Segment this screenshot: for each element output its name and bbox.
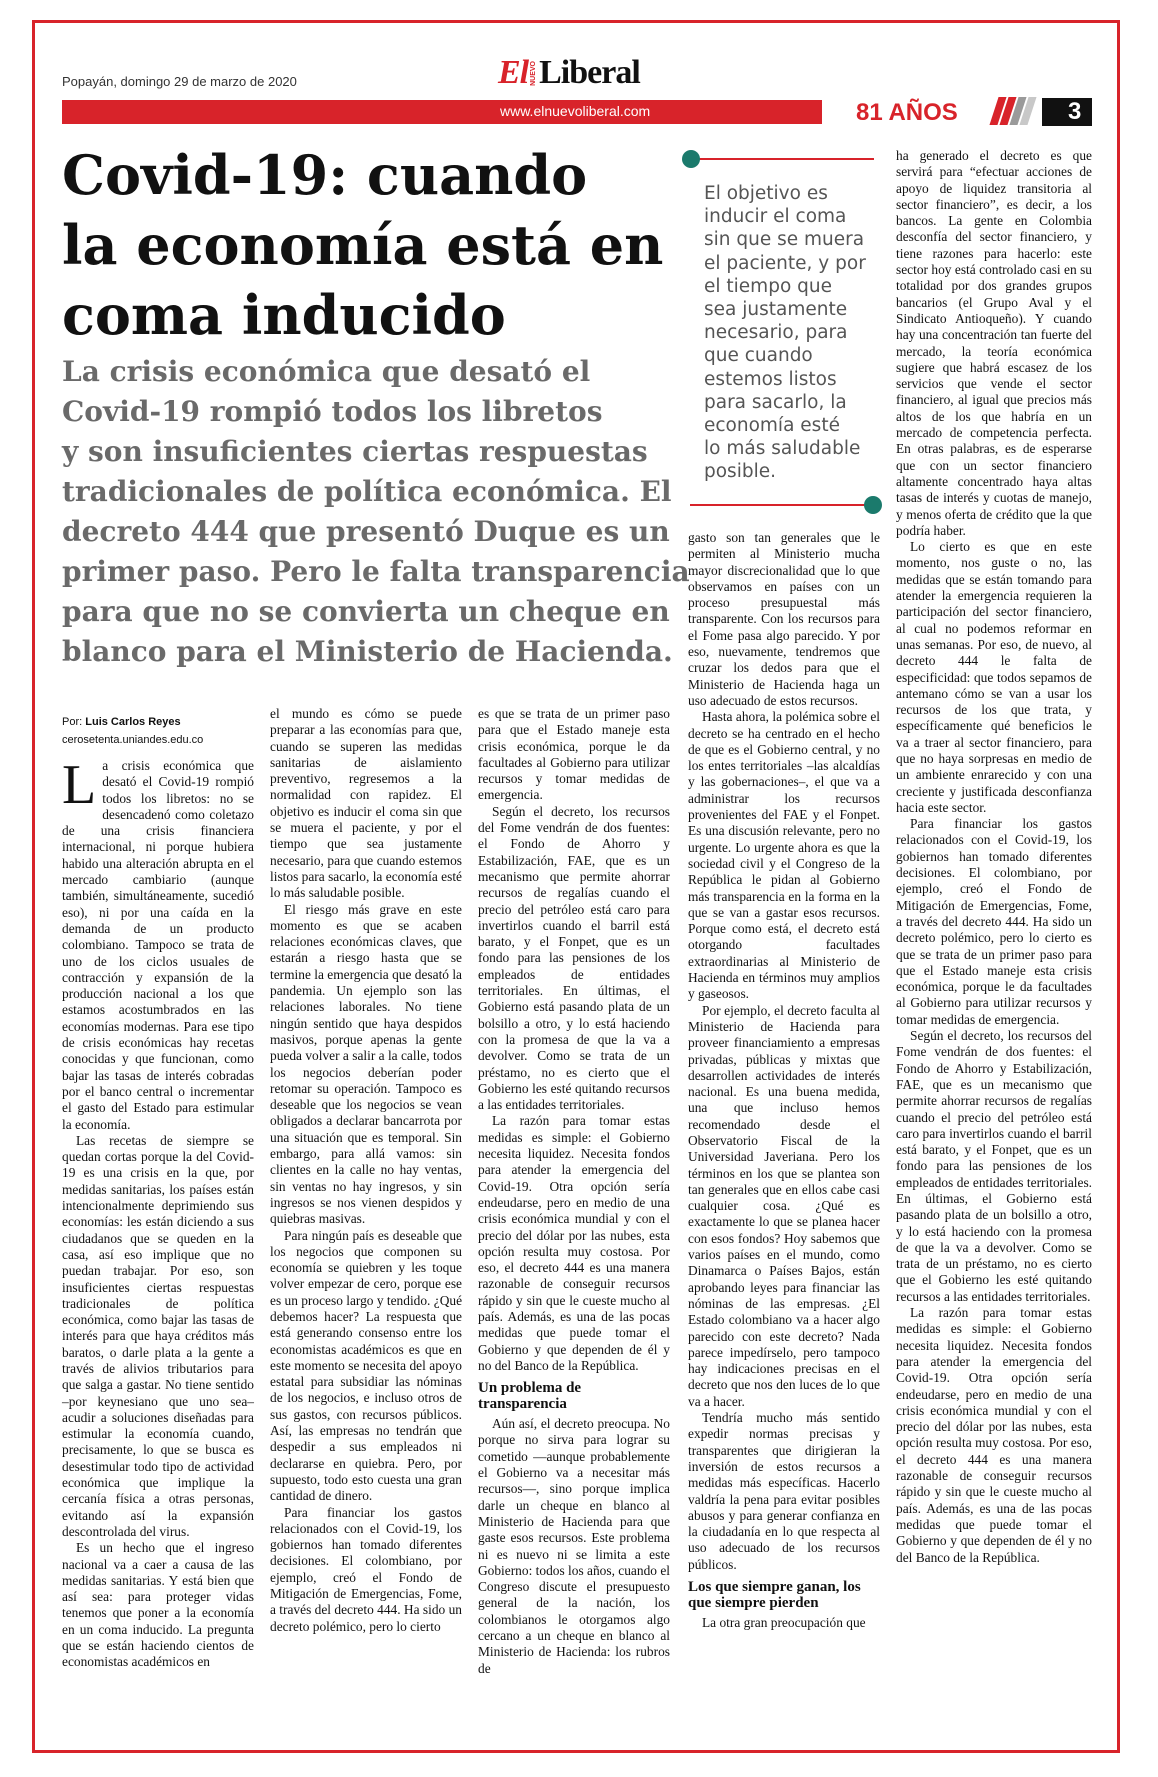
paragraph: Lo cierto es que en este momento, nos guste o no, las medidas que se están tomando para atender la emergencia requieren la participación del sector financiero, al cual no podemos reformar en unas semanas. Por eso, de nuevo, al decreto 444 le falta de especificidad: que todos sepamos de antemano cómo se van a usar los recursos de los que trata, y específicamente qué beneficios le va a traer al sector financiero, para que no haya sorpresas en medio de un ambiente enrarecido y con una creciente y justificada desconfianza hacia este sector. [896, 539, 1092, 815]
paragraph: Por ejemplo, el decreto faculta al Ministerio de Hacienda para proveer financiamiento a empresas privadas, públicas y mixtas que desarrollen actividades de interés nacional. Es una buena medida, una que incluso hemos recomendado desde el Observatorio Fiscal de la Universidad Javeriana. Pero los términos en los que se plantea son tan generales que en ellos cabe casi cualquier cosa. ¿Qué es exactamente lo que se planea hacer con esos fondos? Hoy sabemos que varios países en el mundo, como Dinamarca o Países Bajos, están aprobando leyes para financiar las nóminas de las empresas. ¿El Estado colombiano va a hacer algo parecido con este decreto? Nada parece impedírselo, pero tampoco hay indicaciones precisas en el decreto que nos den luces de lo que va a hacer. [688, 1002, 880, 1409]
paragraph-text: a crisis económica que desató el Covid-19 rompió todos los libretos: no se desencadenó como coletazo de una crisis financiera internacional, ni porque hubiera habido una alteración abrupta en el mercado cambiario (aunque también, simultáneamente, sucedió eso), ni por una caída en la demanda de un producto colombiano. Tampoco se trata de uno de los ciclos usuales de contracción y expansión de la producción nacional a los que estamos acostumbrados en las economías modernas. Para ese tipo de crisis económicas hay recetas conocidas y que funcionan, como bajar las tasas de interés cobradas por el banco central o incrementar el gasto del Estado para estimular la economía. [62, 758, 254, 1132]
logo-nuevo: NUEVO [530, 61, 538, 86]
pullquote-line: posible. [704, 461, 776, 483]
edition-date: Popayán, domingo 29 de marzo de 2020 [62, 74, 297, 89]
pullquote-line: necesario, para [704, 322, 848, 344]
logo-el: El [498, 54, 529, 91]
subhead-line: y son insuficientes ciertas respuestas [62, 435, 648, 468]
pullquote-text [704, 182, 884, 484]
paragraph: Para ningún país es deseable que los negocios que componen su economía se quiebren y les toque volver empezar de cero, porque ese es un proceso largo y tendido. ¿Qué debemos hacer? La respuesta que está generando consenso entre los economistas académicos es que en este momento se necesita del apoyo estatal para subsidiar las nóminas de los negocios, e incluso otros de sus gastos, con recursos públicos. Así, las empresas no tendrán que despedir a sus empleados ni declararse en quiebra. Pero, por supuesto, todo esto cuesta una gran cantidad de dinero. [270, 1227, 463, 1504]
website-url: www.elnuevoliberal.com [500, 103, 651, 119]
logo-liberal: Liberal [539, 54, 640, 91]
subhead-line: Covid-19 rompió todos los libretos [62, 395, 603, 428]
paragraph: Según el decreto, los recursos del Fome vendrán de dos fuentes: el Fondo de Ahorro y Estabilización, FAE, que es un mecanismo que permite ahorrar recursos de regalías cuando el precio del petróleo está caro para invertirlos cuando el barril está barato, y el Fonpet, que es un fondo para las pensiones de los empleados de entidades territoriales. En últimas, el Gobierno está pasando plata de un bolsillo a otro, y lo está haciendo con la promesa de que la va a devolver. Como se trata de un préstamo, no es cierto que el Gobierno les esté quitando recursos a las entidades territoriales. [478, 803, 670, 1113]
pullquote-line: para sacarlo, la [704, 391, 847, 413]
paragraph: La otra gran preocupación que [702, 1615, 866, 1630]
pullquote-bottom-dot [864, 496, 882, 514]
pullquote-bottom-rule [690, 504, 874, 506]
pullquote-line: sea justamente [704, 299, 848, 321]
pullquote-line: que cuando [704, 345, 813, 367]
paragraph: es que se trata de un primer paso para que el Estado maneje esta crisis económica, porque le da facultades al Gobierno para utilizar recursos y tomar medidas de emergencia. [478, 706, 670, 803]
pullquote-top-rule [690, 158, 874, 160]
page-number: 3 [1068, 98, 1082, 125]
pullquote-line: estemos listos [704, 368, 837, 390]
byline-prefix: Por: [62, 716, 83, 728]
paragraph: gasto son tan generales que le permiten al Ministerio mucha mayor discrecionalidad que lo que observamos en países con un proceso presupuestal más transparente. Con los recursos para el Fome pasa algo parecido. Y por eso, nuevamente, tendremos que cruzar los dedos para que el Ministerio de Hacienda haga un uso adecuado de estos recursos. [688, 530, 880, 708]
article-subhead [62, 352, 702, 672]
paragraph: Aún así, el decreto preocupa. No porque no sirva para lograr su cometido —aunque probablemente el Gobierno va a necesitar más recursos—, sino porque implica darle un cheque en blanco al Ministerio de Hacienda para que gaste esos recursos. Este problema ni es nuevo ni se limita a este Gobierno: todos los años, cuando el Congreso discute el presupuesto general de la nación, los colombianos le otorgamos algo cercano a un cheque en blanco al Ministerio de Hacienda: los rubros de [478, 1416, 670, 1676]
headline-line: Covid-19: cuando [62, 143, 588, 207]
author-name: Luis Carlos Reyes [85, 716, 181, 728]
paragraph: Para financiar los gastos relacionados con el Covid-19, los gobiernos han tomado diferentes decisiones. El colombiano, por ejemplo, creó el Fondo de Mitigación de Emergencias, Fome, a través del decreto 444. Ha sido un decreto polémico, pero lo cierto [270, 1504, 462, 1634]
headline-line: la economía está en [62, 213, 664, 277]
paragraph: Las recetas de siempre se quedan cortas porque la del Covid-19 es una crisis en la que, por medidas sanitarias, los países están intencionalmente deprimiendo sus economías: les están diciendo a sus ciudadanos que se queden en la casa, así eso implique que no puedan trabajar. Por eso, son insuficientes ciertas respuestas tradicionales de política económica, como bajar las tasas de interés para que haya créditos más baratos, o darle plata a la gente a través de alivios tributarios para que salga a gastar. No tiene sentido –por keynesiano que uno sea– acudir a soluciones diseñadas para estimular la economía cuando, precisamente, lo que se busca es desestimular todo tipo de actividad económica que implique la cercanía física a otras personas, evitando así la expansión descontrolada del virus. [62, 1132, 254, 1539]
paragraph: La razón para tomar estas medidas es simple: el Gobierno necesita liquidez. Necesita fondos para atender la emergencia del Covid-19. Otra opción sería endeudarse, pero en medio de una crisis económica mundial y con el precio del dólar por las nubes, esta opción resulta muy costosa. Por eso, el decreto 444 es una manera razonable de conseguir recursos rápido y sin que le cueste mucho al país. Además, es una de las pocas medidas que puede tomar el Gobierno y que dependen de él y no del Banco de la República. [896, 1305, 1092, 1565]
pullquote-line: el tiempo que [704, 275, 832, 297]
article-column-4 [688, 530, 880, 1631]
article-column-2 [270, 706, 462, 1635]
paragraph [62, 754, 254, 1133]
pullquote-line: El objetivo es [704, 183, 828, 204]
subhead-line: tradicionales de política económica. El [62, 475, 672, 508]
decorative-stripes [990, 97, 1034, 125]
paragraph: Tendría mucho más sentido expedir normas precisas y transparentes que dirigieran la inversión de estos recursos a medidas más específicas. Hacerlo valdría la pena para evitar posibles abusos y para generar confianza en la ciudadanía en lo que respecta al uso adecuado de los recursos públicos. [688, 1410, 880, 1572]
subhead-line: La crisis económica que desató el [62, 355, 591, 388]
pullquote-line: inducir el coma [704, 206, 847, 228]
article-column-5 [896, 148, 1092, 1566]
article-headline [62, 140, 682, 350]
drop-cap: L [62, 754, 97, 816]
paragraph: Hasta ahora, la polémica sobre el decreto se ha centrado en el hecho de que es el Gobierno central, y no los entes territoriales –las alcaldías y las gobernaciones–, el que va a administrar los recursos provenientes del FAE y el Fonpet. Es una discusión relevante, pero no urgente. Lo urgente ahora es que la sociedad civil y el Congreso de la República le pidan al Gobierno más transparencia en la forma en la que se van a gastar esos recursos. Porque como está, el decreto está otorgando facultades extraordinarias al Ministerio de Hacienda en términos muy amplios y gaseosos. [688, 709, 880, 1002]
article-column-1 [62, 754, 254, 1671]
byline [62, 716, 181, 728]
paragraph: el mundo es cómo se puede preparar a las economías para que, cuando se superen las medidas sanitarias de aislamiento preventivo, regresemos a la normalidad con rapidez. El objetivo es inducir el coma sin que se muera el paciente, y por el tiempo que sea justamente necesario, para que cuando estemos listos para sacarlo, la economía esté lo más saludable posible. [270, 706, 462, 901]
section-heading: Los que siempre ganan, los que siempre pierden [688, 1579, 861, 1611]
pullquote-line: sin que se muera [704, 229, 865, 251]
author-source: cerosetenta.uniandes.edu.co [62, 734, 204, 746]
paragraph: Es un hecho que el ingreso nacional va a caer a causa de las medidas sanitarias. Y está bien que así sea: para proteger vidas tenemos que poner a la economía en un coma inducido. La pregunta que se están haciendo cientos de economistas académicos en [62, 1540, 254, 1670]
subhead-line: para que no se convierta un cheque en [62, 595, 670, 628]
subhead-line: decreto 444 que presentó Duque es un [62, 515, 670, 548]
paragraph: Según el decreto, los recursos del Fome vendrán de dos fuentes: el Fondo de Ahorro y Estabilización, FAE, que es un mecanismo que permite ahorrar recursos de regalías cuando el precio del petróleo está caro para invertirlos cuando el barril está barato, y el Fonpet, que es un fondo para las pensiones de los empleados de entidades territoriales. En últimas, el Gobierno está pasando plata de un bolsillo a otro, y lo está haciendo con la promesa de que la va a devolver. Como se trata de un préstamo, no es cierto que el Gobierno les esté quitando recursos a las entidades territoriales. [896, 1028, 1092, 1304]
pullquote-line: economía esté [704, 415, 840, 437]
headline-line: coma inducido [62, 283, 506, 347]
pullquote-line: el paciente, y por [704, 252, 866, 274]
pullquote-top-dot [682, 150, 700, 168]
pullquote-line: lo más saludable [704, 438, 861, 460]
anniversary-label: 81 AÑOS [856, 99, 958, 126]
paragraph: ha generado el decreto es que servirá para “efectuar acciones de apoyo de liquidez transitoria al sector financiero”, es decir, a los bancos. La gente en Colombia desconfía del sector financiero, y tiene razones para hacerlo: este sector hoy está controlado casi en su totalidad por dos grandes grupos bancarios (el Grupo Aval y el Sindicato Antioqueño). Y cuando hay una concentración tan fuerte del mercado, la teoría económica sugiere que habrá escasez de los servicios que vende el sector financiero, al igual que precios más altos de los que habría en un mercado de competencia perfecta. En otras palabras, es de esperarse que con un sector financiero altamente concentrado haya altas tasas de interés y cuotas de manejo, y menos oferta de crédito que la que podría haber. [896, 148, 1092, 538]
section-heading: Un problema de transparencia [478, 1380, 582, 1413]
subhead-line: primer paso. Pero le falta transparencia [62, 555, 690, 588]
paragraph: Para financiar los gastos relacionados con el Covid-19, los gobiernos han tomado diferentes decisiones. El colombiano, por ejemplo, creó el Fondo de Mitigación de Emergencias, Fome, a través del decreto 444. Ha sido un decreto polémico, pero lo cierto es que se trata de un primer paso para que el Estado maneje esta crisis económica, porque le da facultades al Gobierno para utilizar recursos y tomar medidas de emergencia. [896, 816, 1092, 1027]
article-column-3 [478, 706, 670, 1677]
header-red-bar [62, 100, 822, 124]
newspaper-logo [498, 54, 640, 91]
subhead-line: blanco para el Ministerio de Hacienda. [62, 635, 673, 668]
page-number-box [1042, 98, 1092, 126]
paragraph: El riesgo más grave en este momento es que se acaben relaciones económicas claves, que estarán a riesgo hasta que se termine la emergencia que desató la pandemia. Un ejemplo son las relaciones laborales. No tiene ningún sentido que haya despidos masivos, porque apenas la gente pueda volver a salir a la calle, todos los negocios deberían poder retomar su operación. Tampoco es deseable que los negocios se vean obligados a declarar bancarrota por una situación que es temporal. Sin embargo, para allá vamos: sin clientes en la calle no hay ventas, sin ventas no hay ingresos, y sin ingresos se nos vienen despidos y quiebras masivas. [270, 901, 462, 1227]
paragraph: La razón para tomar estas medidas es simple: el Gobierno necesita liquidez. Necesita fondos para atender la emergencia del Covid-19. Otra opción sería endeudarse, pero en medio de una crisis económica mundial y con el precio del dólar por las nubes, esta opción resulta muy costosa. Por eso, el decreto 444 es una manera razonable de conseguir recursos rápido y sin que le cueste mucho al país. Además, es una de las pocas medidas que puede tomar el Gobierno y que dependen de él y no del Banco de la República. [478, 1113, 670, 1373]
